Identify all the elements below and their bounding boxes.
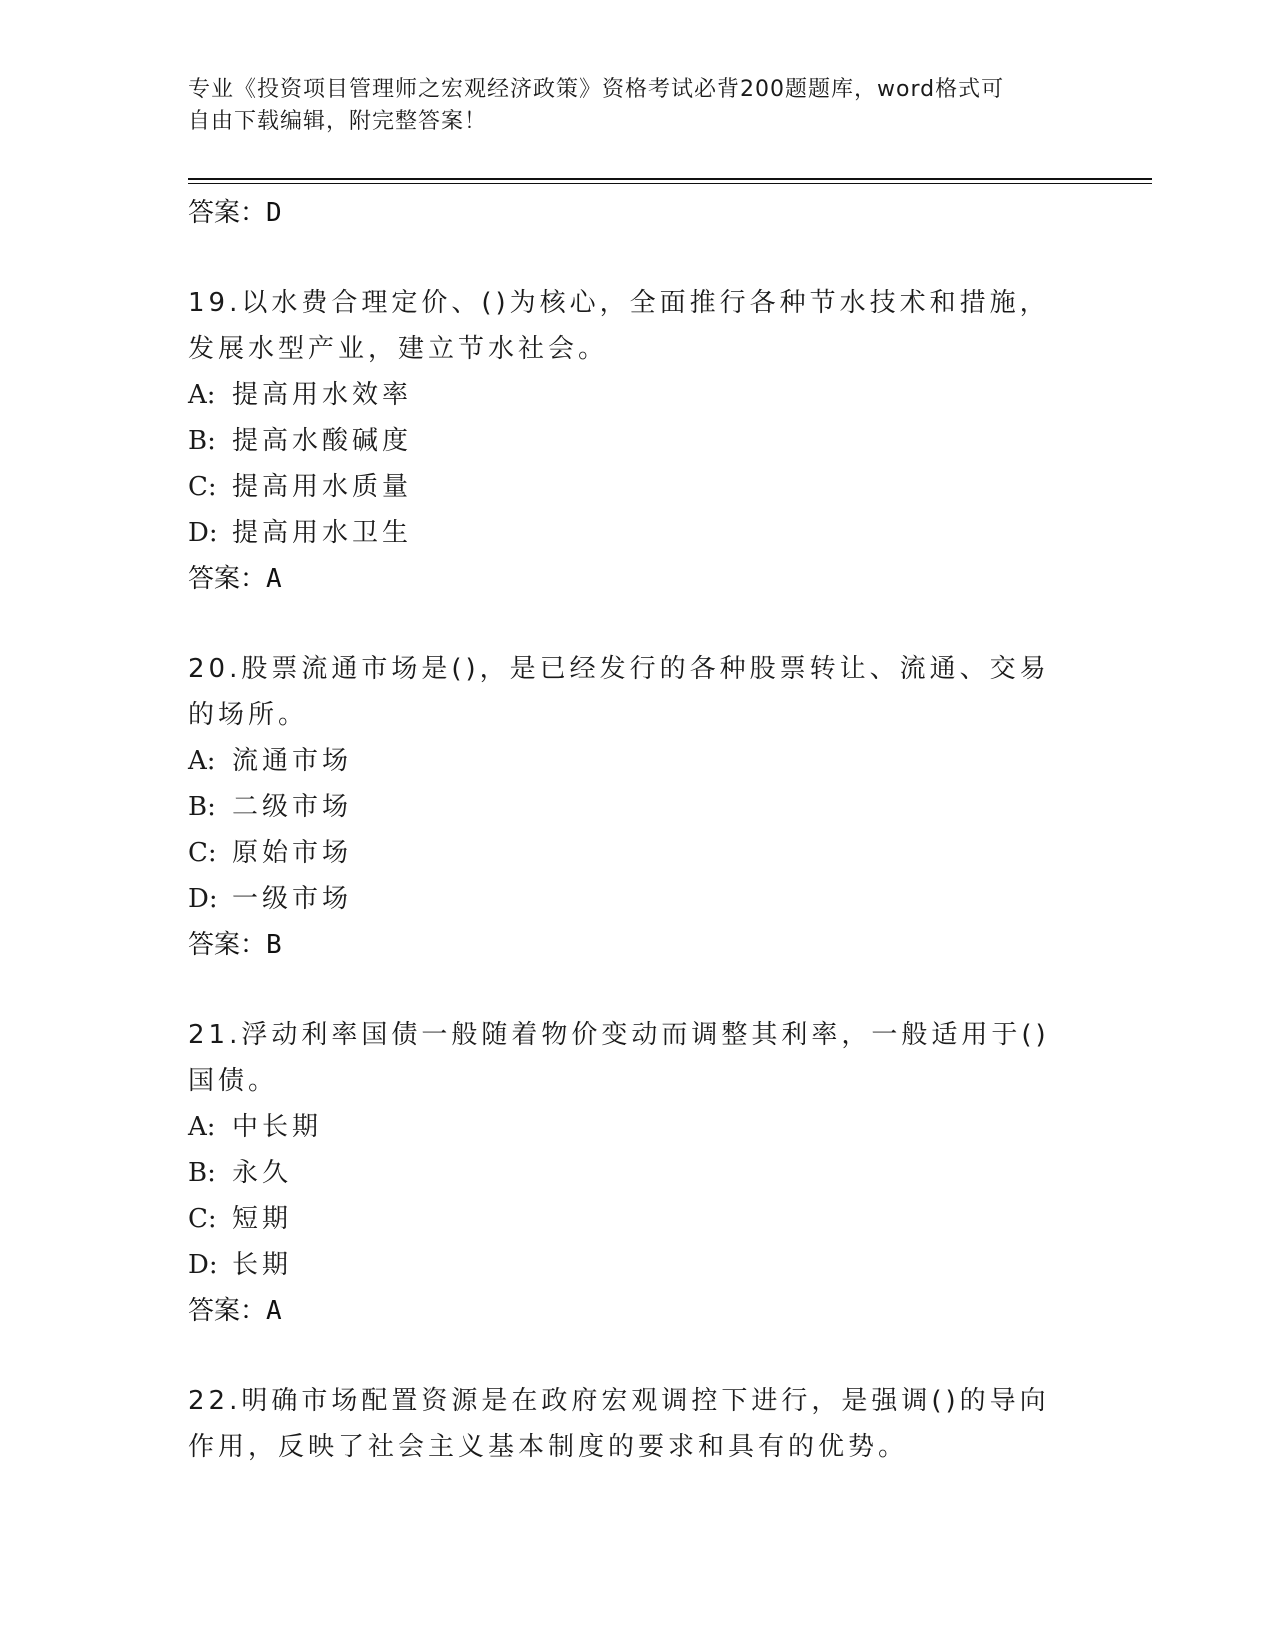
option-text: 流通市场	[232, 746, 353, 776]
option-text: 长期	[232, 1250, 293, 1280]
option-text: 短期	[232, 1204, 293, 1234]
option-key: D:	[188, 884, 218, 914]
option-d	[188, 510, 1088, 556]
option-d	[188, 1242, 1088, 1288]
header-divider-thin	[188, 183, 1152, 184]
option-b	[188, 418, 1088, 464]
answer-label: 答案：	[188, 564, 267, 594]
question-list	[188, 190, 1088, 1470]
previous-answer	[188, 190, 1088, 236]
option-text: 提高用水质量	[232, 472, 413, 502]
option-a	[188, 738, 1088, 784]
answer	[188, 1288, 1088, 1334]
answer-value: B	[266, 930, 282, 960]
option-key: C:	[188, 1204, 217, 1234]
option-text: 提高水酸碱度	[232, 426, 413, 456]
option-a	[188, 372, 1088, 418]
answer-label: 答案：	[188, 930, 267, 960]
header-line-2: 自由下载编辑，附完整答案！	[188, 109, 488, 134]
option-c	[188, 830, 1088, 876]
answer	[188, 556, 1088, 602]
question-stem: 21.浮动利率国债一般随着物价变动而调整其利率，一般适用于()国债。	[188, 1020, 1050, 1096]
option-text: 提高用水卫生	[232, 518, 413, 548]
option-key: D:	[188, 518, 218, 548]
option-key: B:	[188, 792, 216, 822]
option-b	[188, 1150, 1088, 1196]
option-text: 永久	[232, 1158, 293, 1188]
option-key: A:	[188, 1112, 216, 1142]
answer-label: 答案：	[188, 198, 267, 228]
question-20	[188, 646, 1088, 968]
option-c	[188, 464, 1088, 510]
option-d	[188, 876, 1088, 922]
answer-label: 答案：	[188, 1296, 267, 1326]
option-key: D:	[188, 1250, 218, 1280]
option-key: B:	[188, 1158, 216, 1188]
option-key: A:	[188, 380, 216, 410]
option-key: C:	[188, 472, 217, 502]
document-header	[188, 74, 1068, 138]
option-key: A:	[188, 746, 216, 776]
option-key: B:	[188, 426, 216, 456]
option-text: 一级市场	[232, 884, 353, 914]
option-a	[188, 1104, 1088, 1150]
option-text: 二级市场	[232, 792, 353, 822]
header-line-1: 专业《投资项目管理师之宏观经济政策》资格考试必背200题题库，word格式可	[188, 77, 1005, 102]
question-21	[188, 1012, 1088, 1334]
question-stem: 22.明确市场配置资源是在政府宏观调控下进行，是强调()的导向作用，反映了社会主义基本制度的要求和具有的优势。	[188, 1386, 1050, 1462]
option-text: 提高用水效率	[232, 380, 413, 410]
answer-value: D	[266, 198, 282, 228]
answer-value: A	[266, 1296, 282, 1326]
header-divider-thick	[188, 178, 1152, 180]
option-b	[188, 784, 1088, 830]
question-22	[188, 1378, 1088, 1470]
question-19	[188, 280, 1088, 602]
option-key: C:	[188, 838, 217, 868]
answer	[188, 922, 1088, 968]
question-stem: 20.股票流通市场是()，是已经发行的各种股票转让、流通、交易的场所。	[188, 654, 1050, 730]
option-text: 原始市场	[232, 838, 353, 868]
option-c	[188, 1196, 1088, 1242]
option-text: 中长期	[232, 1112, 323, 1142]
question-stem: 19.以水费合理定价、()为核心，全面推行各种节水技术和措施，发展水型产业，建立节水社会。	[188, 288, 1050, 364]
answer-value: A	[266, 564, 282, 594]
